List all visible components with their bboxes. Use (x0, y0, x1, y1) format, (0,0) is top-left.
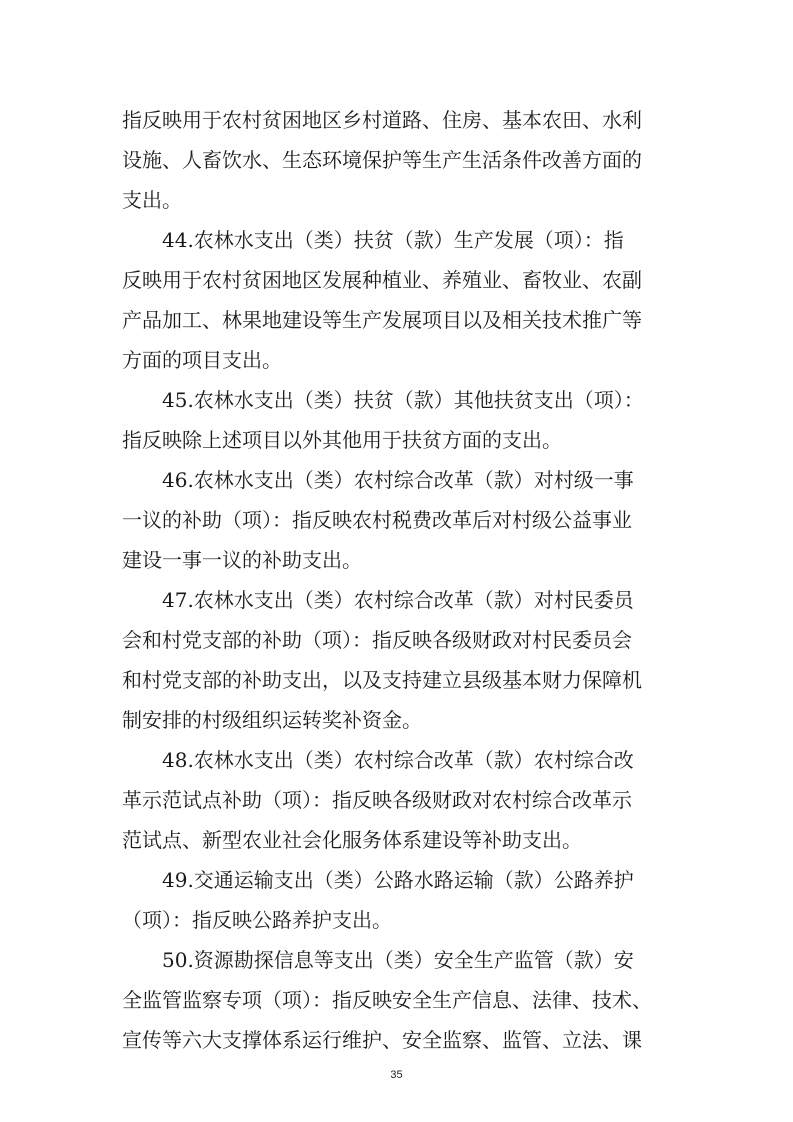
paragraph-47-line-3: 制安排的村级组织运转奖补资金。 (122, 708, 422, 732)
paragraph-46-line-0: 46.农林水支出（类）农村综合改革（款）对村级一事 (162, 468, 634, 492)
page-number: 35 (390, 1069, 403, 1081)
paragraph-47-line-0: 47.农林水支出（类）农村综合改革（款）对村民委员 (162, 588, 634, 612)
paragraph-48-line-1: 革示范试点补助（项）：指反映各级财政对农村综合改革示 (122, 788, 632, 812)
paragraph-0-line-2: 支出。 (122, 188, 182, 212)
paragraph-44-line-3: 方面的项目支出。 (122, 348, 282, 372)
paragraph-0-line-1: 设施、人畜饮水、生态环境保护等生产生活条件改善方面的 (122, 148, 642, 172)
paragraph-44-line-0: 44.农林水支出（类）扶贫（款）生产发展（项）：指 (162, 228, 624, 252)
paragraph-50-line-2: 宣传等六大支撑体系运行维护、安全监察、监管、立法、课 (122, 1028, 642, 1052)
paragraph-46-line-1: 一议的补助（项）：指反映农村税费改革后对村级公益事业 (122, 508, 632, 532)
paragraph-45-line-1: 指反映除上述项目以外其他用于扶贫方面的支出。 (122, 428, 562, 452)
paragraph-45-line-0: 45.农林水支出（类）扶贫（款）其他扶贫支出（项）： (162, 388, 644, 412)
paragraph-44-line-1: 反映用于农村贫困地区发展种植业、养殖业、畜牧业、农副 (122, 268, 642, 292)
paragraph-0-line-0: 指反映用于农村贫困地区乡村道路、住房、基本农田、水利 (122, 108, 642, 132)
paragraph-48-line-0: 48.农林水支出（类）农村综合改革（款）农村综合改 (162, 748, 634, 772)
paragraph-48-line-2: 范试点、新型农业社会化服务体系建设等补助支出。 (122, 828, 582, 852)
paragraph-47-line-2: 和村党支部的补助支出，以及支持建立县级基本财力保障机 (122, 668, 642, 692)
paragraph-47-line-1: 会和村党支部的补助（项）：指反映各级财政对村民委员会 (122, 628, 632, 652)
paragraph-50-line-0: 50.资源勘探信息等支出（类）安全生产监管（款）安 (162, 948, 634, 972)
paragraph-49-line-0: 49.交通运输支出（类）公路水路运输（款）公路养护 (162, 868, 634, 892)
paragraph-49-line-1: （项）：指反映公路养护支出。 (122, 908, 392, 932)
paragraph-50-line-1: 全监管监察专项（项）：指反映安全生产信息、法律、技术、 (122, 988, 652, 1012)
paragraph-44-line-2: 产品加工、林果地建设等生产发展项目以及相关技术推广等 (122, 308, 642, 332)
paragraph-46-line-2: 建设一事一议的补助支出。 (122, 548, 362, 572)
